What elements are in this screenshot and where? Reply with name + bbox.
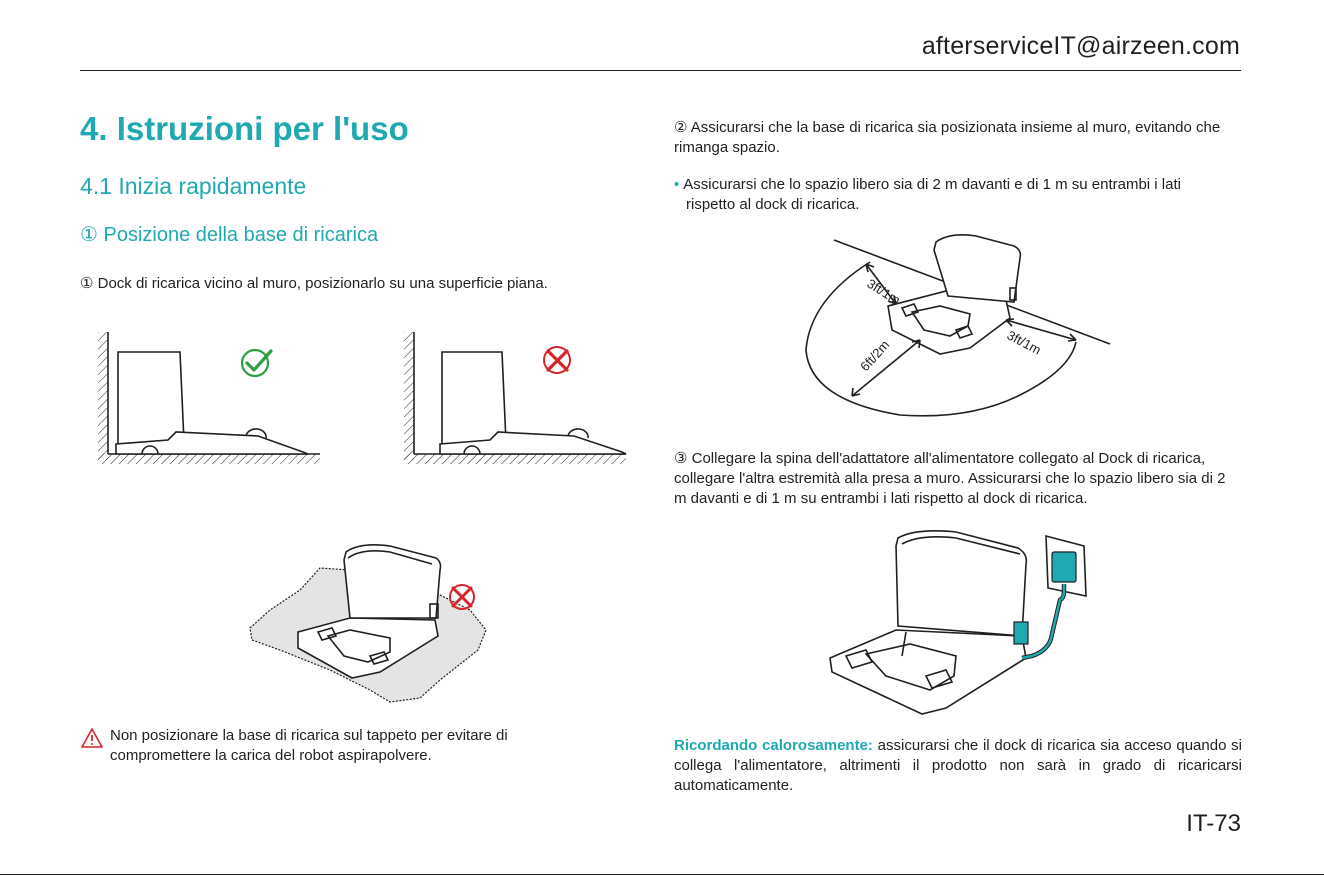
correct-placement-illustration [98,332,328,472]
step3-text: ③ Collegare la spina dell'adattatore all'alimentatore collegato al Dock di ricarica, collegare l'altra estremità alla presa a muro. Assicurarsi che lo spazio libero sia di 2 m davanti e di 1 m su entrambi i lati rispetto al dock di ricarica. [674,450,1226,507]
carpet-illustration [240,540,490,710]
cross-icon [448,582,478,612]
clearance-diagram [800,230,1120,420]
bullet-dot: • [674,176,680,193]
check-icon [240,346,274,380]
warning-icon [80,727,104,749]
page-number: IT-73 [1186,810,1241,837]
reminder-label: Ricordando calorosamente: [674,737,873,754]
section-title: 4. Istruzioni per l'uso [80,110,409,147]
subsection-title: 4.1 Inizia rapidamente [80,173,307,199]
bullet-line-1: Assicurarsi che lo spazio libero sia di 2 m davanti e di 1 m su entrambi i lati [683,176,1181,193]
bullet-line-2: rispetto al dock di ricarica. [686,196,860,213]
reminder-text: assicurarsi che il dock di ricarica sia acceso quando si collega l'alimentatore, altrimenti il prodotto non sarà in grado di ricaricarsi automaticamente. [674,737,1242,794]
power-adapter-illustration [826,526,1096,722]
reminder-note [674,736,1242,796]
contact-email: afterserviceIT@airzeen.com [921,32,1240,60]
step2-text: ② Assicurarsi che la base di ricarica sia posizionata insieme al muro, evitando che rimanga spazio. [674,119,1221,156]
cross-icon [542,344,574,376]
header-divider [80,70,1241,71]
clearance-bullet [674,175,1242,215]
dim-left-label: 3ft/1m [864,275,903,308]
dim-right-label: 3ft/1m [1004,327,1044,358]
step-title: ① Posizione della base di ricarica [80,224,379,246]
carpet-warning-text: Non posizionare la base di ricarica sul tappeto per evitare di compromettere la carica del robot aspirapolvere. [110,727,508,764]
wrong-placement-illustration [404,332,634,472]
step1-text: ① Dock di ricarica vicino al muro, posizionarlo su una superficie piana. [80,275,548,292]
dim-front-label: 6ft/2m [857,337,893,375]
footer-divider [0,874,1324,875]
